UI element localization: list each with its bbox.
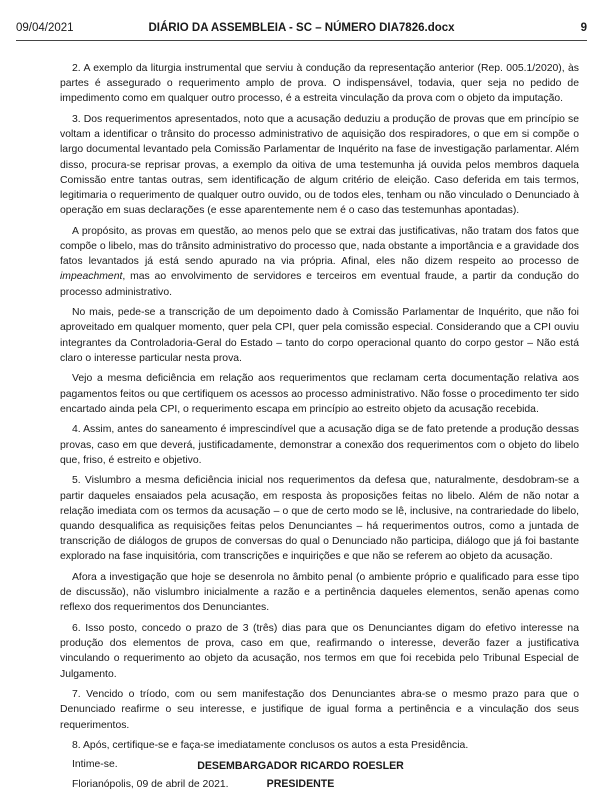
paragraph-8: 8. Após, certifique-se e faça-se imediatamente conclusos os autos a esta Presidência. <box>72 740 469 752</box>
emphasis-term: impeachment <box>60 271 123 283</box>
signature-name: DESEMBARGADOR RICARDO ROESLER <box>197 760 404 772</box>
paragraph-3: 3. Dos requerimentos apresentados, noto que a acusação deduziu a produção de provas que em princípio se voltam a identificar o trânsito do processo administrativo de aquisição dos respiradores, o que em si compõe o largo documental levantado pela Comissão Parlamentar de Inquérito na fase de investigação parlamentar. Além disso, procura-se reprisar provas, a exemplo da oitiva de uma testemunha já ouvida pelos membros daquela Comissão entre tantas outras, sem identificação de algum critério de eleição. Caso deferida em tais termos, legitimaria o requerimento de qualquer outro ouvido, ou de todos eles, tenham ou não vinculado o Denunciado à operação em suas declarações (e esse aparentemente nem é o caso das testemunhas apontadas). <box>60 114 579 217</box>
text-segment: , mas ao envolvimento de servidores e terceiros em eventual fraude, a partir da condução do processo administrativo. <box>60 271 579 298</box>
document-body <box>60 61 579 796</box>
paragraph-3-proposito <box>60 224 579 300</box>
paragraph-7: 7. Vencido o tríodo, com ou sem manifestação dos Denunciantes abra-se o mesmo prazo para que o Denunciado reafirme o seu interesse, e justifique de igual forma a pertinência e a vinculação dos seus requerimentos. <box>60 689 579 731</box>
signature-role: PRESIDENTE <box>266 778 335 790</box>
header-date: 09/04/2021 <box>16 22 74 34</box>
paragraph-4: 4. Assim, antes do saneamento é imprescindível que a acusação diga se de fato pretende a produção dessas provas, caso em que deverá, justificadamente, demonstrar a conexão dos requerimentos com o objeto do libelo que, friso, é estreito e objetivo. <box>60 424 579 466</box>
page-number: 9 <box>580 22 587 34</box>
paragraph-3-no-mais: No mais, pede-se a transcrição de um depoimento dado à Comissão Parlamentar de Inquérito, que não foi aproveitado em qualquer momento, quer pela CPI, quer pela comissão especial. Considerando que a CPI ouviu integrantes da Controladoria-Geral do Estado – tanto do corpo operacional quanto do corpo gestor – Não está claro o interesse particular nesta prova. <box>60 307 579 364</box>
paragraph-3-vejo: Vejo a mesma deficiência em relação aos requerimentos que reclamam certa documentação relativa aos pagamentos feitos ou que certifiquem os acessos ao processo administrativo. Não fosse o procedimento ter sido encartado ainda pela CPI, o requerimento escapa em princípio ao estreito objeto da acusação recebida. <box>60 373 579 415</box>
paragraph-5-afora: Afora a investigação que hoje se desenrola no âmbito penal (o ambiente próprio e qualificado para esse tipo de discussão), não vislumbro inicialmente a razão e a pertinência daqueles elementos, senão apenas como reflexo dos requerimentos dos Denunciantes. <box>60 572 579 614</box>
text-segment: A propósito, as provas em questão, ao menos pelo que se extrai das justificativas, não tratam dos fatos que compõe o libelo, mas do trânsito administrativo do processo que, nada obstante a importância e a gravidade dos fatos levantados já está sendo apurado na via própria. Afinal, eles não dizem respeito ao processo de <box>60 225 579 268</box>
paragraph-2: 2. A exemplo da liturgia instrumental que serviu à condução da representação anterior (Rep. 005.1/2020), às partes é assegurado o requerimento amplo de prova. O indispensável, todavia, quer seja no pedido de impedimento como em qualquer outro processo, é a estreita vinculação da prova com o objeto da imputação. <box>60 63 579 105</box>
page-header <box>16 20 587 41</box>
intime-line: Intime-se. <box>72 759 118 771</box>
paragraph-6: 6. Isso posto, concedo o prazo de 3 (três) dias para que os Denunciantes digam do efetivo interesse na produção dos elementos de prova, caso em que, reafirmando o interesse, deverão fazer a justificativa vinculando o requerimento ao objeto da acusação, nos termos em que foi recebida pelo Tribunal Especial de Julgamento. <box>60 623 579 680</box>
header-title: DIÁRIO DA ASSEMBLEIA - SC – NÚMERO DIA7826.docx <box>148 22 455 34</box>
paragraph-5: 5. Vislumbro a mesma deficiência inicial nos requerimentos da defesa que, naturalmente, desdobram-se a partir daqueles ensaiados pela acusação, em resposta às proposições feitas no libelo. Além de não notar a relação imediata com os termos da acusação – o que de certo modo se lê, inclusive, na contrariedade do libelo, quando desqualifica as requisições feitas pelos Denunciantes – há requerimentos outros, como a juntada de transcrição de diálogos de grupos de conversas do qual o Denunciado não participa, diálogo que já foi bastante explorado na fase inquisitória, com transcrições e inquirições e que não se referem ao objeto da acusação. <box>60 475 579 563</box>
place-date-line: Florianópolis, 09 de abril de 2021. <box>72 778 229 790</box>
